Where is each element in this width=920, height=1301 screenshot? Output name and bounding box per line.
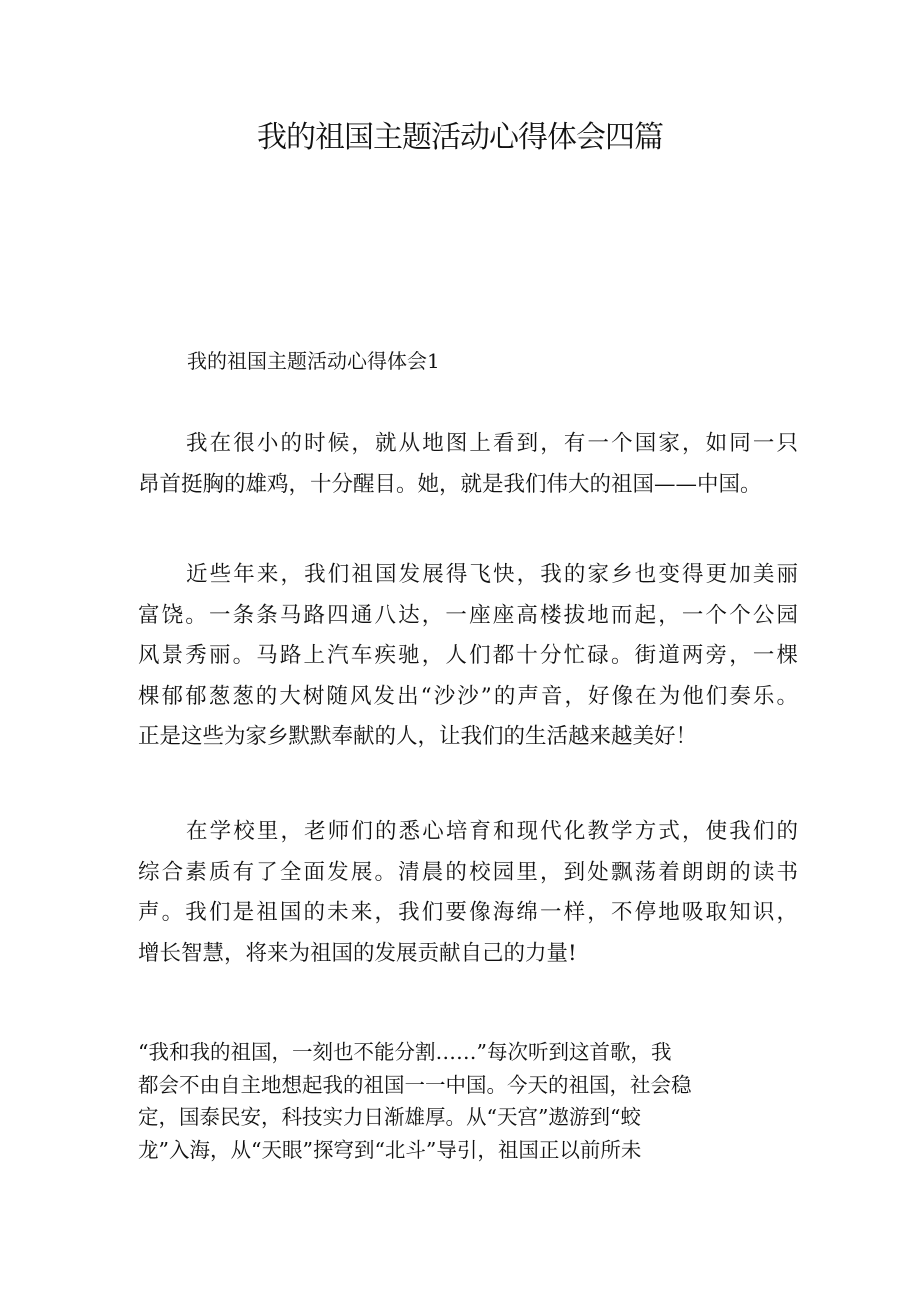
paragraph-line: 定，国泰民安，科技实力日渐雄厚。从“天宫”遨游到“蛟 — [138, 1105, 641, 1129]
paragraph-line: 富饶。一条条马路四通八达，一座座高楼拔地而起，一个个公园 — [138, 602, 798, 628]
paragraph-1 — [138, 424, 798, 505]
paragraph-line: 昂首挺胸的雄鸡，十分醒目。她，就是我们伟大的祖国——中国。 — [138, 471, 762, 497]
paragraph-line: 都会不由自主地想起我的祖国一一中国。今天的祖国，社会稳 — [138, 1072, 692, 1097]
paragraph-line: 增长智慧，将来为祖国的发展贡献自己的力量! — [138, 940, 577, 966]
section-heading: 我的祖国主题活动心得体会1 — [187, 349, 440, 373]
paragraph-line: 龙”入海，从“天眼”探穹到“北斗”导引，祖国正以前所未 — [138, 1137, 642, 1162]
paragraph-line: 近些年来，我们祖国发展得飞快，我的家乡也变得更加美丽 — [186, 562, 798, 587]
document-title: 我的祖国主题活动心得体会四篇 — [257, 120, 663, 155]
paragraph-4 — [138, 1036, 768, 1166]
paragraph-line: 棵郁郁葱葱的大树随风发出“沙沙”的声音，好像在为他们奏乐。 — [138, 683, 798, 709]
paragraph-2 — [138, 555, 798, 758]
paragraph-line: 风景秀丽。马路上汽车疾驰，人们都十分忙碌。街道两旁，一棵 — [138, 643, 798, 668]
paragraph-line: 正是这些为家乡默默奉献的人，让我们的生活越来越美好！ — [138, 724, 698, 749]
paragraph-line: 在学校里，老师们的悉心培育和现代化教学方式，使我们的 — [186, 819, 798, 844]
paragraph-line: 我在很小的时候，就从地图上看到，有一个国家，如同一只 — [186, 431, 798, 456]
paragraph-line: 综合素质有了全面发展。清晨的校园里，到处飘荡着朗朗的读书 — [138, 859, 798, 885]
paragraph-3 — [138, 812, 798, 974]
paragraph-line: “我和我的祖国，一刻也不能分割……”每次听到这首歌，我 — [138, 1040, 672, 1064]
paragraph-line: 声。我们是祖国的未来，我们要像海绵一样，不停地吸取知识， — [138, 900, 798, 925]
